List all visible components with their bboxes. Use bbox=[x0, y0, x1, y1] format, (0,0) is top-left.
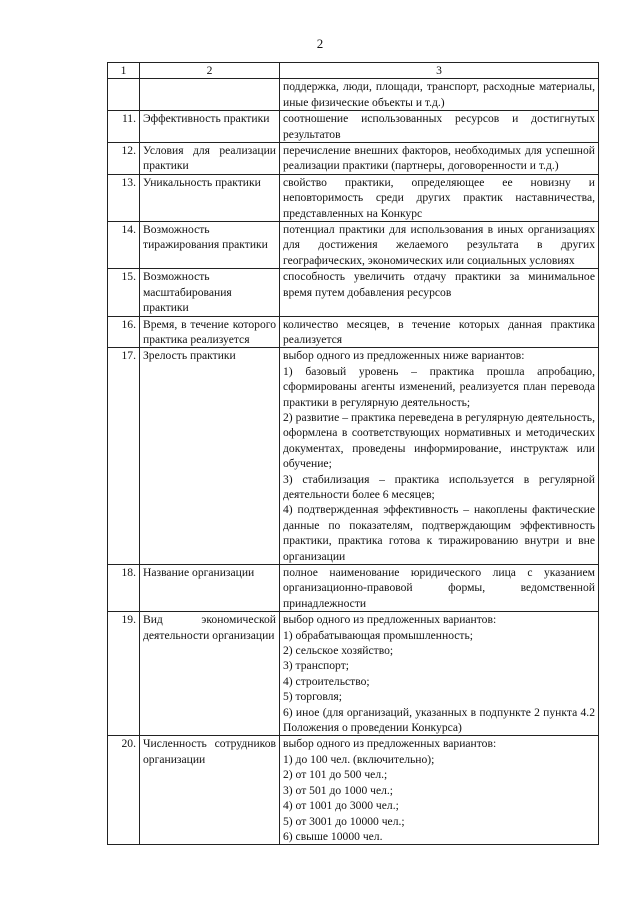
table-row bbox=[108, 222, 599, 269]
row-number: 12. bbox=[108, 143, 140, 175]
row-number: 11. bbox=[108, 111, 140, 143]
table-row bbox=[108, 316, 599, 348]
description-line: 5) от 3001 до 10000 чел.; bbox=[283, 814, 405, 828]
criterion-name: Возможность масштабирования практики bbox=[140, 269, 280, 316]
criterion-description bbox=[280, 143, 599, 175]
description-line: 4) строительство; bbox=[283, 674, 370, 688]
description-line: 6) свыше 10000 чел. bbox=[283, 829, 383, 843]
criterion-name: Эффективность практики bbox=[140, 111, 280, 143]
column-header-3: 3 bbox=[280, 63, 599, 79]
row-number: 17. bbox=[108, 348, 140, 565]
description-line: выбор одного из предложенных ниже вариантов: bbox=[283, 349, 525, 363]
description-line: способность увеличить отдачу практики за минимальное время путем добавления ресурсов bbox=[283, 270, 595, 299]
description-line: свойство практики, определяющее ее новизну и неповторимость среди других практик наставничества, представленных на Конкурс bbox=[283, 175, 595, 220]
criterion-description bbox=[280, 736, 599, 845]
table-row bbox=[108, 79, 599, 111]
criterion-name: Название организации bbox=[140, 565, 280, 612]
table-row bbox=[108, 736, 599, 845]
table-row bbox=[108, 565, 599, 612]
description-line: 4) от 1001 до 3000 чел.; bbox=[283, 799, 399, 813]
criterion-description bbox=[280, 316, 599, 348]
row-number bbox=[108, 79, 140, 111]
description-line: выбор одного из предложенных вариантов: bbox=[283, 737, 497, 751]
description-line: перечисление внешних факторов, необходимых для успешной реализации практики (партнеры, договоренности и т.д.) bbox=[283, 144, 595, 173]
table-row bbox=[108, 143, 599, 175]
criterion-name: Возможность тиражирования практики bbox=[140, 222, 280, 269]
description-line: 3) от 501 до 1000 чел.; bbox=[283, 783, 394, 797]
row-number: 16. bbox=[108, 316, 140, 348]
description-line: 2) развитие – практика переведена в регулярную деятельность, оформлена в соответствующих нормативных и методических документах, проведены информирование, инструктаж или обучение; bbox=[283, 410, 595, 471]
description-line: 1) до 100 чел. (включительно); bbox=[283, 752, 435, 766]
description-line: соотношение использованных ресурсов и достигнутых результатов bbox=[283, 112, 595, 141]
criterion-description bbox=[280, 565, 599, 612]
description-line: 2) от 101 до 500 чел.; bbox=[283, 768, 388, 782]
criterion-name: Численность сотрудников организации bbox=[140, 736, 280, 845]
table-row bbox=[108, 174, 599, 221]
row-number: 18. bbox=[108, 565, 140, 612]
description-line: 1) базовый уровень – практика прошла апробацию, сформированы агенты изменений, реализуется план перевода практики в регулярную деятельность; bbox=[283, 364, 595, 409]
criterion-description bbox=[280, 174, 599, 221]
description-line: 3) стабилизация – практика используется в регулярной деятельности более 6 месяцев; bbox=[283, 472, 595, 501]
description-line: 2) сельское хозяйство; bbox=[283, 644, 394, 658]
criterion-name: Условия для реализации практики bbox=[140, 143, 280, 175]
description-line: 3) транспорт; bbox=[283, 659, 349, 673]
table-row bbox=[108, 612, 599, 736]
criterion-description bbox=[280, 79, 599, 111]
description-line: выбор одного из предложенных вариантов: bbox=[283, 613, 497, 627]
description-line: 5) торговля; bbox=[283, 690, 342, 704]
criterion-name: Уникальность практики bbox=[140, 174, 280, 221]
column-header-2: 2 bbox=[140, 63, 280, 79]
criterion-name bbox=[140, 79, 280, 111]
description-line: полное наименование юридического лица с указанием организационно-правовой формы, ведомственной принадлежности bbox=[283, 566, 595, 610]
description-line: потенциал практики для использования в иных организациях для достижения желаемого результата в других географических, экономических или социальных условиях bbox=[283, 223, 595, 267]
criteria-table bbox=[107, 62, 599, 845]
description-line: поддержка, люди, площади, транспорт, расходные материалы, иные физические объекты и т.д.) bbox=[283, 80, 595, 109]
row-number: 15. bbox=[108, 269, 140, 316]
criterion-name: Зрелость практики bbox=[140, 348, 280, 565]
column-header-1: 1 bbox=[108, 63, 140, 79]
criterion-name: Время, в течение которого практика реализуется bbox=[140, 316, 280, 348]
description-line: 1) обрабатывающая промышленность; bbox=[283, 628, 474, 642]
criterion-name: Вид экономической деятельности организации bbox=[140, 612, 280, 736]
criterion-description bbox=[280, 222, 599, 269]
row-number: 14. bbox=[108, 222, 140, 269]
row-number: 19. bbox=[108, 612, 140, 736]
page-number: 2 bbox=[316, 36, 324, 51]
criterion-description bbox=[280, 111, 599, 143]
description-line: 6) иное (для организаций, указанных в подпункте 2 пункта 4.2 Положения о проведении Конкурса) bbox=[283, 705, 595, 735]
table-header-row bbox=[108, 63, 599, 79]
description-line: 4) подтвержденная эффективность – накоплены фактические данные по показателям, подтверждающим эффективность практики, практика готова к тиражированию внутри и вне организации bbox=[283, 503, 595, 563]
criterion-description bbox=[280, 612, 599, 736]
row-number: 13. bbox=[108, 174, 140, 221]
table-body bbox=[108, 79, 599, 845]
row-number: 20. bbox=[108, 736, 140, 845]
table-row bbox=[108, 111, 599, 143]
table-row bbox=[108, 348, 599, 565]
criterion-description bbox=[280, 348, 599, 565]
table-row bbox=[108, 269, 599, 316]
description-line: количество месяцев, в течение которых данная практика реализуется bbox=[283, 317, 595, 346]
criterion-description bbox=[280, 269, 599, 316]
